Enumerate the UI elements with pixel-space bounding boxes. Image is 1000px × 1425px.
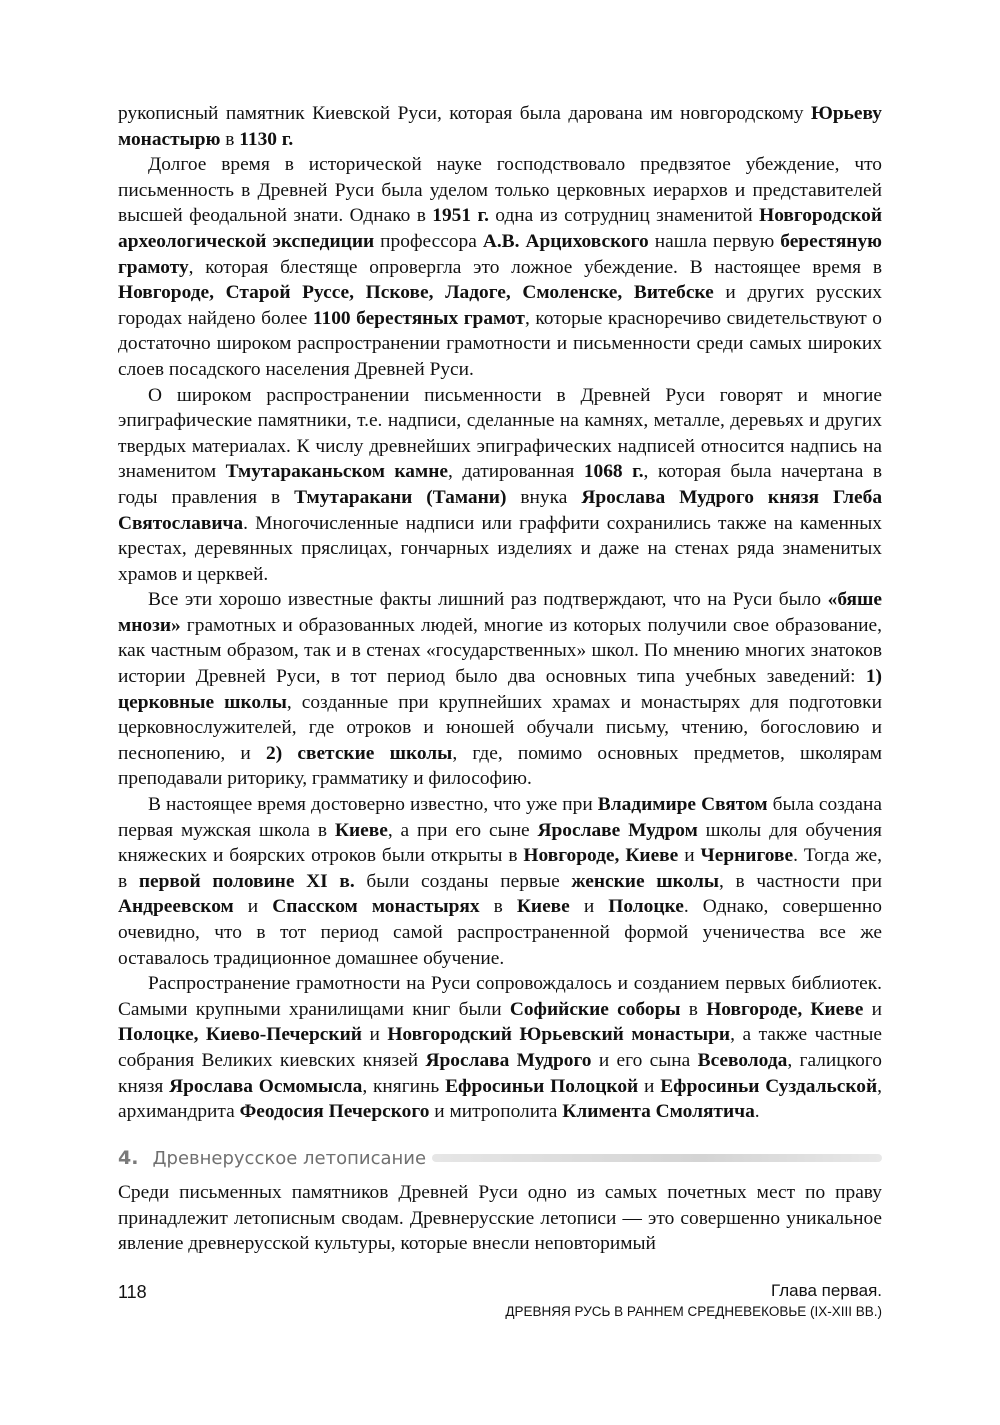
bold-term: А.В. Арциховского <box>482 230 649 252</box>
text-run: и <box>638 1075 661 1097</box>
bold-term: первой половине XI в. <box>138 870 355 892</box>
bold-term: Тмутаракани (Тамани) <box>294 486 507 508</box>
text-run: Распространение грамотности на Руси сопровождалось и созданием первых библиотек. Самыми крупными хранилищами книг были <box>118 973 882 1020</box>
text-run: в <box>680 998 707 1020</box>
text-run: , княгинь <box>362 1075 446 1097</box>
bold-term: Новгородский Юрьевский монастыри <box>387 1024 731 1046</box>
text-run: , где, помимо основных предметов, школярам преподавали риторику, грамматику и философию. <box>118 742 882 790</box>
bold-term: Тмутараканьском камне <box>225 461 448 483</box>
text-run: . <box>754 1101 760 1123</box>
section-paragraph: Среди письменных памятников Древней Руси одно из самых почетных мест по праву принадлежит летописным сводам. Древнерусские летописи — это совершенно уникальное явление древнерусской культуры, которые внесли неповторимый <box>118 1182 882 1255</box>
text-run: одна из сотрудниц знаменитой <box>488 205 760 227</box>
text-run: Все эти хорошо известные факты лишний раз подтверждают, что на Руси было <box>148 589 828 611</box>
paragraph <box>118 792 882 971</box>
text-run: рукописный памятник Киевской Руси, которая была дарована им новгородскому <box>118 103 812 124</box>
section-rule <box>432 1154 882 1162</box>
bold-term: Всеволода <box>697 1049 788 1071</box>
bold-term: 1) церковные школы <box>118 666 882 713</box>
paragraph <box>118 383 882 588</box>
text-run: в <box>479 896 517 918</box>
paragraph <box>118 971 882 1125</box>
main-text <box>118 101 882 1125</box>
paragraph <box>118 587 882 792</box>
text-run: и <box>863 998 882 1020</box>
chapter-subtitle: ДРЕВНЯЯ РУСЬ В РАННЕМ СРЕДНЕВЕКОВЬЕ (IX-XIII ВВ.) <box>505 1304 882 1319</box>
text-run: и митрополита <box>429 1101 563 1123</box>
text-run: , которая была начертана в годы правления в <box>118 461 882 508</box>
bold-term: Новгороде, Киеве <box>706 998 864 1020</box>
bold-term: Феодосия Печерского <box>239 1101 430 1123</box>
text-run: грамотных и образованных людей, многие из которых получили свое образование, как частным образом, так и в стенах «государственных» школ. По мнению многих знатоков истории Древней Руси, в тот период было два основных типа учебных заведений: <box>118 614 882 688</box>
text-run: В настоящее время достоверно известно, что уже при <box>148 794 598 816</box>
text-run: , галицкого князя <box>118 1049 882 1097</box>
text-run: . Тогда же, в <box>118 845 882 892</box>
bold-term: женские школы <box>571 870 720 892</box>
bold-term: Софийские соборы <box>509 998 681 1020</box>
bold-term: 1951 г. <box>432 205 489 227</box>
bold-term: Новгороде, Киеве <box>523 845 679 867</box>
bold-term: Полоцке <box>608 896 684 918</box>
text-run: и других русских городах найдено более <box>118 282 882 329</box>
bold-term: Андреевском <box>118 896 234 918</box>
bold-term: Ярослава Мудрого <box>425 1049 592 1071</box>
text-run: были созданы первые <box>354 870 572 892</box>
bold-term: Новгороде, Старой Руссе, Пскове, Ладоге, Смоленске, Витебске <box>118 282 714 304</box>
bold-term: Ярослава Осмомысла <box>169 1075 363 1097</box>
text-run: и <box>361 1024 388 1046</box>
bold-term: Ефросиньи Полоцкой <box>445 1075 639 1097</box>
text-run: и <box>569 896 609 918</box>
paragraph <box>118 101 882 152</box>
bold-term: 1100 берестяных грамот <box>312 307 525 329</box>
bold-term: Чернигове <box>700 845 794 867</box>
bold-term: Полоцке, Киево-Печерский <box>118 1024 362 1046</box>
text-run: , а при его сыне <box>387 819 538 841</box>
text-run: , в частности при <box>719 870 883 892</box>
text-run: профессора <box>374 230 483 252</box>
bold-term: Киеве <box>334 819 388 841</box>
bold-term: 2) светские школы <box>266 742 453 764</box>
text-run: , датированная <box>447 461 584 483</box>
page-number: 118 <box>118 1282 147 1302</box>
chapter-title: Глава первая. <box>771 1281 882 1300</box>
text-run: , а также частные собрания Великих киевских князей <box>118 1024 883 1071</box>
text-run: Долгое время в исторической науке господствовало предвзятое убеждение, что письменность в Древней Руси была уделом только церковных иерархов и представителей высшей феодальной знати. Однако в <box>118 154 882 227</box>
section-title: Древнерусское летописание <box>152 1147 427 1169</box>
bold-term: 1130 г. <box>239 128 294 150</box>
text-run: и его сына <box>591 1049 698 1071</box>
text-run: , которая блестяще опровергла это ложное убеждение. В настоящее время в <box>188 256 882 278</box>
text-run: , архимандрита <box>118 1075 882 1123</box>
text-run: внука <box>506 486 582 508</box>
text-run: , которые красноречиво свидетельствуют о достаточно широком распространении грамотности и письменности среди самых широких слоев посадского населения Древней Руси. <box>118 307 883 380</box>
text-run: , созданные при крупнейших храмах и монастырях для подготовки церковнослужителей, где отроков и юношей обучали письму, чтению, богословию и песнопению, и <box>118 691 882 764</box>
text-run: . Однако, совершенно очевидно, что в тот период самой распространенной формой ученичества все же оставалось традиционное домашнее обучение. <box>118 896 882 969</box>
bold-term: Ярослава Мудрого князя Глеба Святославича <box>118 486 883 534</box>
text-run: нашла первую <box>648 230 781 252</box>
bold-term: Спасском монастырях <box>272 896 480 918</box>
section-text <box>118 1180 882 1257</box>
running-footer <box>505 1280 882 1322</box>
section-number: 4. <box>118 1147 139 1169</box>
text-run: и <box>233 896 273 918</box>
text-run: школы для обучения княжеских и боярских отроков были открыты в <box>118 819 882 867</box>
paragraph <box>118 152 882 382</box>
bold-term: берестяную грамоту <box>118 230 882 278</box>
section-heading <box>118 1146 882 1170</box>
text-run: в <box>220 128 240 150</box>
text-run: была создана первая мужская школа в <box>118 794 882 841</box>
bold-term: Климента Смолятича <box>562 1101 755 1123</box>
bold-term: Юрьеву монастырю <box>118 103 882 150</box>
text-run: и <box>678 845 701 867</box>
text-run: . Многочисленные надписи или граффити сохранились также на каменных крестах, деревянных пряслицах, гончарных изделиях и даже на стенах ряда знаменитых храмов и церквей. <box>118 512 882 585</box>
bold-term: «бяше мнози» <box>118 589 882 636</box>
bold-term: Киеве <box>516 896 570 918</box>
bold-term: Новгородской археологической экспедиции <box>118 205 883 252</box>
text-run: О широком распространении письменности в Древней Руси говорят и многие эпиграфические памятники, т.е. надписи, сделанные на камнях, металле, деревьях и других твердых материалах. К числу древнейших эпиграфических надписей относится надпись на знаменитом <box>118 384 882 483</box>
bold-term: 1068 г. <box>583 461 644 483</box>
bold-term: Владимире Святом <box>597 794 768 816</box>
bold-term: Ефросиньи Суздальской <box>660 1075 878 1097</box>
bold-term: Ярославе Мудром <box>537 819 698 841</box>
